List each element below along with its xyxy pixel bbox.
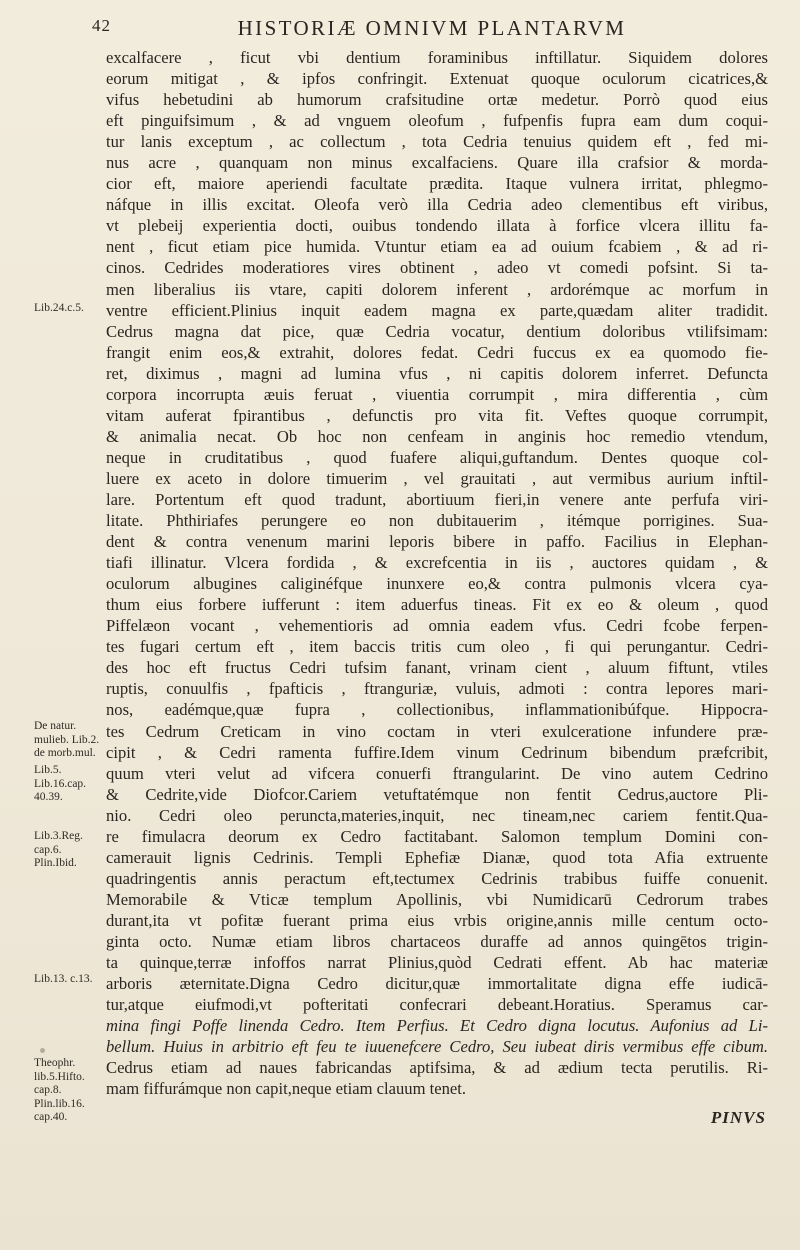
text-line: vifus hebetudini ab humorum crafsitudine ortæ medetur. Porrò quod eius	[106, 90, 768, 110]
margin-note-lib3-reg: Lib.3.Reg. cap.6. Plin.Ibid.	[34, 830, 83, 869]
text-line: cior eft, maiore aperiendi facultate prædita. Itaque vulnera irritat, phlegmo-	[106, 174, 768, 194]
margin-note-lib24: Lib.24.c.5.	[34, 302, 84, 314]
text-line: arboris æternitate.Digna Cedro dicitur,quæ immortalitate digna effe iudicā-	[106, 974, 768, 994]
text-line: men liberalius iis vtare, capiti dolorem inferent , ardorémque ac morfum in	[106, 279, 768, 299]
text-line: oculorum albugines caliginéfque inunxere eo,& contra pulmonis vlcera cya-	[106, 574, 768, 594]
text-line: des hoc eft fructus Cedri tufsim fanant, vrinam cient , aluum fiftunt, vtiles	[106, 658, 768, 678]
margin-note-de-natur: De natur. mulieb. Lib.2. de morb.mul.	[34, 720, 100, 759]
page-number: 42	[92, 16, 111, 35]
text-line: Cedrus etiam ad naues fabricandas aptifsima, & ad ædium tecta perutilis. Ri-	[106, 1058, 768, 1078]
text-line: cinos. Cedrides moderatiores vires obtinent , adeo vt comedi pofsint. Si ta-	[106, 258, 768, 278]
text-line: quadringentis annis peractum eft,tectumex Cedrinis trabibus fuiffe conuenit.	[106, 868, 768, 888]
text-line: nent , ficut etiam pice humida. Vtuntur etiam ea ad ouium fcabiem , & ad ri-	[106, 237, 768, 257]
text-line: & Cedrite,vide Diofcor.Cariem vetuftatémque non fentit Cedrus,auctore Pli-	[106, 784, 768, 804]
text-line: excalfacere , ficut vbi dentium foraminibus inftillatur. Siquidem dolores	[106, 48, 768, 67]
margin-note-lib5: Lib.5. Lib.16.cap. 40.39.	[34, 764, 87, 803]
text-line: eorum mitigat , & ipfos confringit. Extenuat quoque oculorum cicatrices,&	[106, 69, 768, 89]
text-line: ruptis, conuulfis , fpafticis , ftranguriæ, vuluis, admoti : contra lepores mari-	[106, 679, 768, 699]
text-line: thum eius forbere iufferunt : item aduerfus tineas. Fit ex eo & oleum , quod	[106, 595, 768, 615]
page-header	[92, 16, 772, 46]
text-line: bellum. Huius in arbitrio eft feu te iuuenefcere Cedro, Seu iubeat diris vermibus effe cibum.	[106, 1037, 768, 1057]
text-line: lare. Portentum eft quod tradunt, abortiuum fieri,in venere ante perfufa viri-	[106, 489, 768, 509]
text-line: & animalia necat. Ob hoc non cenfeam in anginis hoc remedio vtendum,	[106, 426, 768, 446]
text-line: tur lanis exceptum , ac collectum , tota Cedria tenuius quidem eft , fed mi-	[106, 132, 768, 152]
text-line: vitam auferat fpirantibus , defunctis pro vita fit. Veftes quoque corrumpit,	[106, 405, 768, 425]
text-line: luere ex aceto in dolore timuerim , vel grauitati , aut vermibus aurium inftil-	[106, 468, 768, 488]
text-line: dent & contra venenum marini leporis bibere in paffo. Facilius in Elephan-	[106, 532, 768, 552]
text-line: mina fingi Poffe linenda Cedro. Item Perfius. Et Cedro digna locutus. Aufonius ad Li-	[106, 1016, 768, 1036]
text-line: tes fugari certum eft , item baccis tritis cum oleo , fi qui perungantur. Cedri-	[106, 637, 768, 657]
text-line: quum vteri velut ad vifcera conuerfi ftrangularint. De vino autem Cedrino	[106, 763, 768, 783]
text-line: Piffelæon vocant , vehementioris ad omnia eadem vfus. Cedri fcobe ferpen-	[106, 616, 768, 636]
text-line: tur,atque eiufmodi,vt pofteritati confecrari debeant.Horatius. Speramus car-	[106, 995, 768, 1015]
text-line: tiafi illinatur. Vlcera fordida , & excrefcentia in iis , auctores quidam , &	[106, 553, 768, 573]
text-line: nos, eadémque,quæ fupra , collectionibus, inflammationibúfque. Hippocra-	[106, 700, 768, 720]
text-line: Memorabile & Vticæ templum Apollinis, vbi Numidicarū Cedrorum trabes	[106, 889, 768, 909]
text-line: corpora incorrupta æuis feruat , viuentia corrumpit , mira differentia , cùm	[106, 384, 768, 404]
text-line: Cedrus magna dat pice, quæ Cedria vocatur, dentium doloribus vtilifsimam:	[106, 321, 768, 341]
margin-note-theophr: Theophr. lib.5.Hifto. cap.8. Plin.lib.16. cap.40.	[34, 1057, 85, 1123]
text-line: durant,ita vt pofitæ fuerant prima eius vrbis origine,annis mille centum octo-	[106, 910, 768, 930]
text-line: náfque in illis excitat. Oleofa verò illa Cedria adeo clementibus eft viribus,	[106, 195, 768, 215]
text-line: vt plebeij experientia docti, ouibus tondendo illata à forfice vlcera illitu fa-	[106, 216, 768, 236]
catchword: PINVS	[710, 1108, 766, 1127]
text-line: eft pinguifsimum , & ad vnguem oleofum , fufpenfis fupra eam dum coqui-	[106, 111, 768, 131]
text-line: nus acre , quanquam non minus excalfaciens. Quare illa crafsior & morda-	[106, 153, 768, 173]
text-line: re fimulacra deorum ex Cedro factitabant. Salomon templum Domini con-	[106, 826, 768, 846]
text-line: ventre efficient.Plinius inquit eadem magna ex parte,quædam aliter tradidit.	[106, 300, 768, 320]
text-line: cipit , & Cedri ramenta fuffire.Idem vinum Cedrinum bibendum præfcribit,	[106, 742, 768, 762]
margin-dot	[40, 1048, 45, 1053]
running-title: HISTORIÆ OMNIVM PLANTARVM	[237, 16, 627, 40]
text-line: ginta octo. Numæ etiam libros chartaceos duraffe ad annos quingētos trigin-	[106, 931, 768, 951]
text-line: frangit enim eos,& extrahit, dolores fedat. Cedri fuccus ex ea quomodo fie-	[106, 342, 768, 362]
text-line: ret, diximus , magni ad lumina vfus , ni capitis dolorem inferret. Defuncta	[106, 363, 768, 383]
text-line: nio. Cedri oleo peruncta,materies,inquit, nec tineam,nec cariem fentit.Qua-	[106, 805, 768, 825]
text-line: neque in cruditatibus , quod fuafere aliqui,guftandum. Dentes quoque col-	[106, 447, 768, 467]
main-text-block	[106, 47, 768, 1099]
text-line: mam fiffurámque non capit,neque etiam clauum tenet.	[106, 1079, 467, 1099]
margin-note-lib13: Lib.13. c.13.	[34, 973, 93, 985]
text-line: camerauit lignis Cedrinis. Templi Ephefiæ Dianæ, quod tota Afia extruente	[106, 847, 768, 867]
text-line: tes Cedrum Creticam in vino coctam in vteri exulceratione infundere præ-	[106, 721, 768, 741]
text-line: litate. Phthiriafes perungere eo non dubitauerim , itémque porrigines. Sua-	[106, 511, 768, 531]
text-line: ta quinque,terræ infoffos narrat Plinius,quòd Cedrati effent. Ab hac materiæ	[106, 953, 768, 973]
